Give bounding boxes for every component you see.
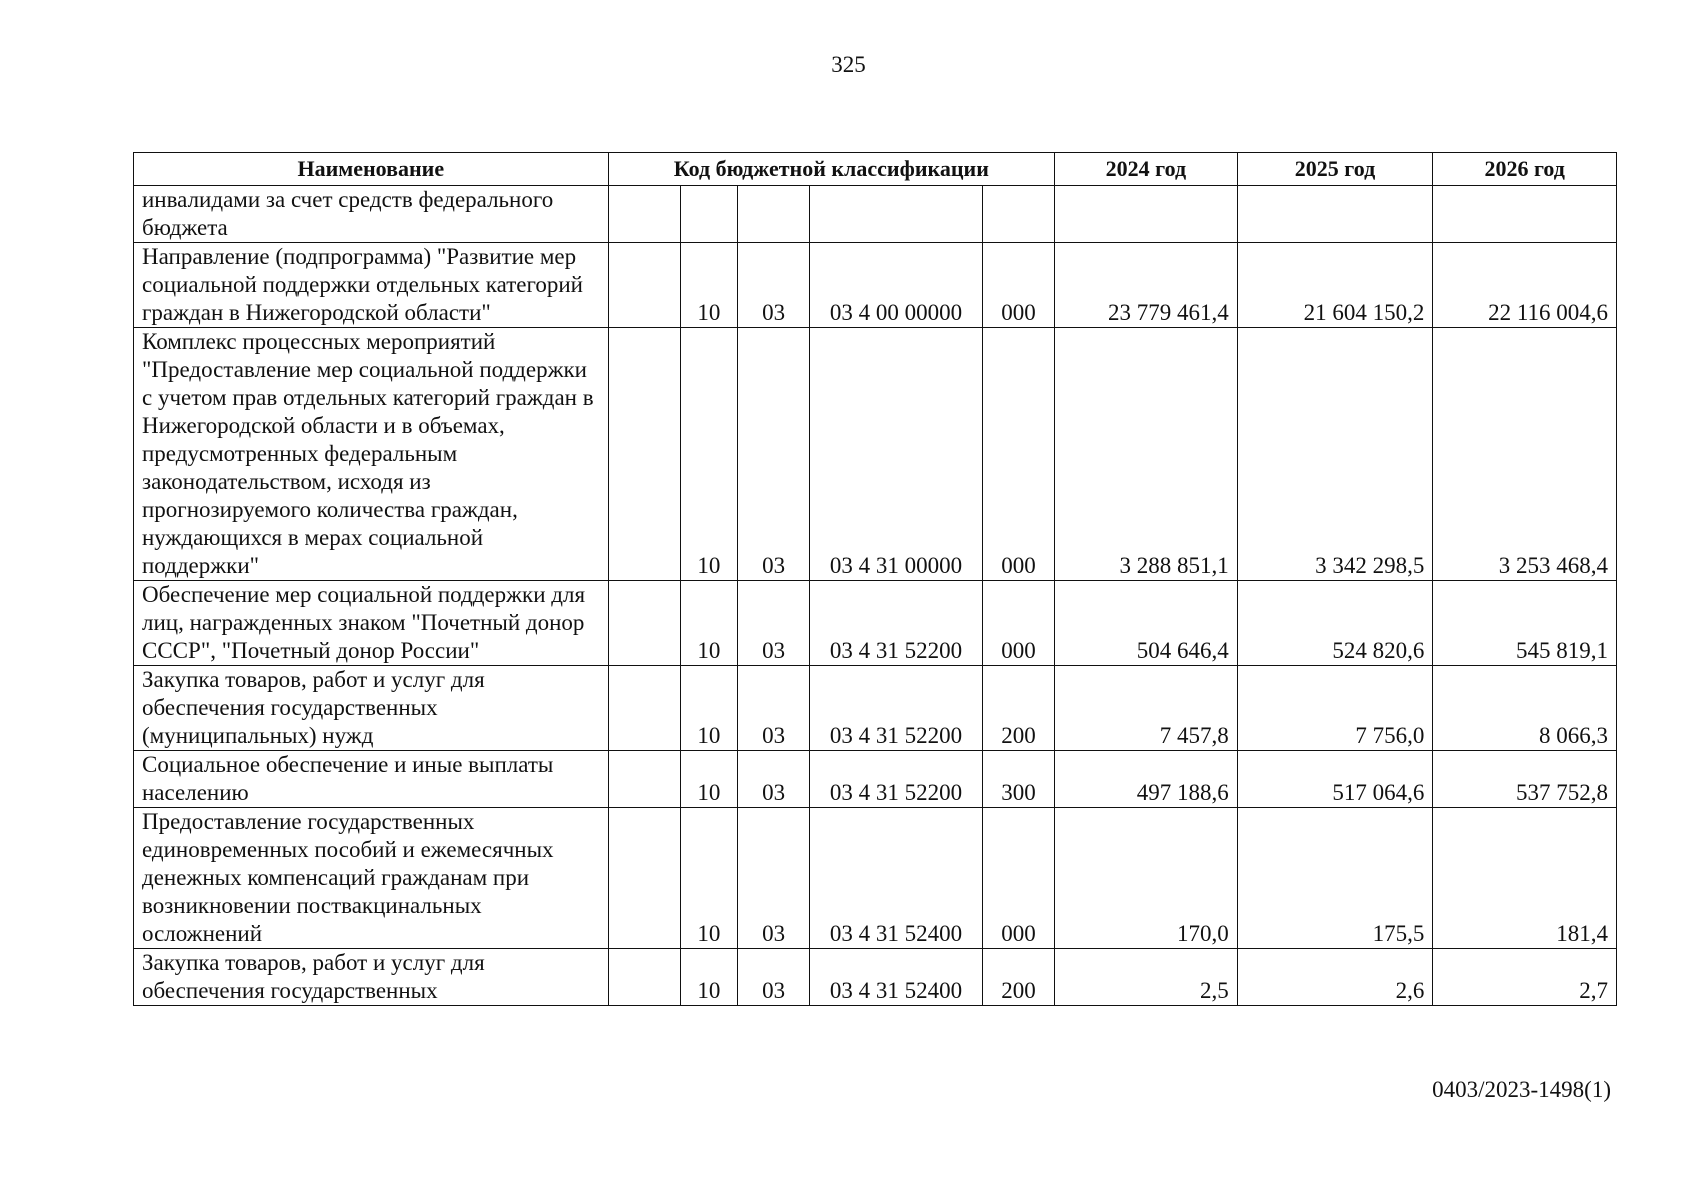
cell-code-blank <box>608 243 680 328</box>
cell-code-blank <box>608 186 680 243</box>
table-row <box>134 328 1617 581</box>
cell-code-expense-type: 200 <box>982 666 1054 751</box>
cell-name: Социальное обеспечение и иные выплаты населению <box>134 751 609 808</box>
cell-code-target: 03 4 00 00000 <box>810 243 983 328</box>
cell-name: инвалидами за счет средств федерального бюджета <box>134 186 609 243</box>
cell-code-section: 10 <box>680 243 737 328</box>
cell-code-target: 03 4 31 00000 <box>810 328 983 581</box>
cell-name: Закупка товаров, работ и услуг для обеспечения государственных (муниципальных) нужд <box>134 666 609 751</box>
cell-name: Направление (подпрограмма) "Развитие мер социальной поддержки отдельных категорий граждан в Нижегородской области" <box>134 243 609 328</box>
cell-2025: 2,6 <box>1237 949 1433 1006</box>
cell-code-section: 10 <box>680 949 737 1006</box>
cell-code-expense-type <box>982 186 1054 243</box>
cell-name: Комплекс процессных мероприятий "Предоставление мер социальной поддержки с учетом прав отдельных категорий граждан в Нижегородской области и в объемах, предусмотренных федеральным законодательством, исходя из прогнозируемого количества граждан, нуждающихся в мерах социальной поддержки" <box>134 328 609 581</box>
cell-code-section: 10 <box>680 808 737 949</box>
header-2026: 2026 год <box>1433 153 1617 186</box>
cell-code-section: 10 <box>680 328 737 581</box>
cell-code-target: 03 4 31 52200 <box>810 666 983 751</box>
document-code: 0403/2023-1498(1) <box>1432 1077 1611 1102</box>
cell-code-target: 03 4 31 52400 <box>810 808 983 949</box>
cell-2026: 181,4 <box>1433 808 1617 949</box>
cell-code-blank <box>608 949 680 1006</box>
cell-2026: 2,7 <box>1433 949 1617 1006</box>
cell-code-expense-type: 000 <box>982 328 1054 581</box>
table-row <box>134 186 1617 243</box>
table-row <box>134 949 1617 1006</box>
cell-name: Обеспечение мер социальной поддержки для лиц, награжденных знаком "Почетный донор СССР", "Почетный донор России" <box>134 581 609 666</box>
cell-2025: 517 064,6 <box>1237 751 1433 808</box>
cell-2025 <box>1237 186 1433 243</box>
cell-2024: 23 779 461,4 <box>1055 243 1238 328</box>
table-header-row <box>134 153 1617 186</box>
cell-code-expense-type: 000 <box>982 808 1054 949</box>
cell-code-subsection: 03 <box>738 808 810 949</box>
cell-2026: 537 752,8 <box>1433 751 1617 808</box>
cell-2024: 3 288 851,1 <box>1055 328 1238 581</box>
cell-code-subsection: 03 <box>738 666 810 751</box>
cell-2026: 3 253 468,4 <box>1433 328 1617 581</box>
cell-code-expense-type: 000 <box>982 581 1054 666</box>
cell-code-subsection: 03 <box>738 751 810 808</box>
cell-2024: 2,5 <box>1055 949 1238 1006</box>
cell-code-subsection: 03 <box>738 328 810 581</box>
cell-code-section: 10 <box>680 581 737 666</box>
table-row <box>134 666 1617 751</box>
cell-2025: 3 342 298,5 <box>1237 328 1433 581</box>
cell-code-subsection <box>738 186 810 243</box>
header-budget-code: Код бюджетной классификации <box>608 153 1054 186</box>
cell-code-target: 03 4 31 52200 <box>810 751 983 808</box>
cell-name: Закупка товаров, работ и услуг для обеспечения государственных <box>134 949 609 1006</box>
cell-2025: 524 820,6 <box>1237 581 1433 666</box>
cell-code-subsection: 03 <box>738 243 810 328</box>
cell-code-expense-type: 200 <box>982 949 1054 1006</box>
cell-2026: 22 116 004,6 <box>1433 243 1617 328</box>
page-number: 325 <box>831 52 866 77</box>
cell-code-target: 03 4 31 52400 <box>810 949 983 1006</box>
table-row <box>134 808 1617 949</box>
cell-code-blank <box>608 328 680 581</box>
cell-2026: 8 066,3 <box>1433 666 1617 751</box>
cell-2026: 545 819,1 <box>1433 581 1617 666</box>
table-body <box>134 186 1617 1006</box>
table-row <box>134 243 1617 328</box>
table-row <box>134 751 1617 808</box>
cell-2025: 175,5 <box>1237 808 1433 949</box>
cell-code-blank <box>608 666 680 751</box>
cell-code-section <box>680 186 737 243</box>
table-row <box>134 581 1617 666</box>
cell-code-blank <box>608 581 680 666</box>
cell-code-section: 10 <box>680 666 737 751</box>
cell-code-target <box>810 186 983 243</box>
budget-table <box>133 152 1617 1006</box>
cell-code-target: 03 4 31 52200 <box>810 581 983 666</box>
cell-2024 <box>1055 186 1238 243</box>
cell-code-expense-type: 300 <box>982 751 1054 808</box>
cell-2025: 7 756,0 <box>1237 666 1433 751</box>
cell-2024: 497 188,6 <box>1055 751 1238 808</box>
cell-code-section: 10 <box>680 751 737 808</box>
cell-code-subsection: 03 <box>738 581 810 666</box>
cell-2024: 504 646,4 <box>1055 581 1238 666</box>
cell-2024: 170,0 <box>1055 808 1238 949</box>
cell-2026 <box>1433 186 1617 243</box>
cell-code-blank <box>608 808 680 949</box>
cell-code-expense-type: 000 <box>982 243 1054 328</box>
cell-code-blank <box>608 751 680 808</box>
header-2025: 2025 год <box>1237 153 1433 186</box>
header-2024: 2024 год <box>1055 153 1238 186</box>
cell-2024: 7 457,8 <box>1055 666 1238 751</box>
header-name: Наименование <box>134 153 609 186</box>
cell-name: Предоставление государственных единовременных пособий и ежемесячных денежных компенсаций гражданам при возникновении поствакцинальных осложнений <box>134 808 609 949</box>
cell-2025: 21 604 150,2 <box>1237 243 1433 328</box>
cell-code-subsection: 03 <box>738 949 810 1006</box>
